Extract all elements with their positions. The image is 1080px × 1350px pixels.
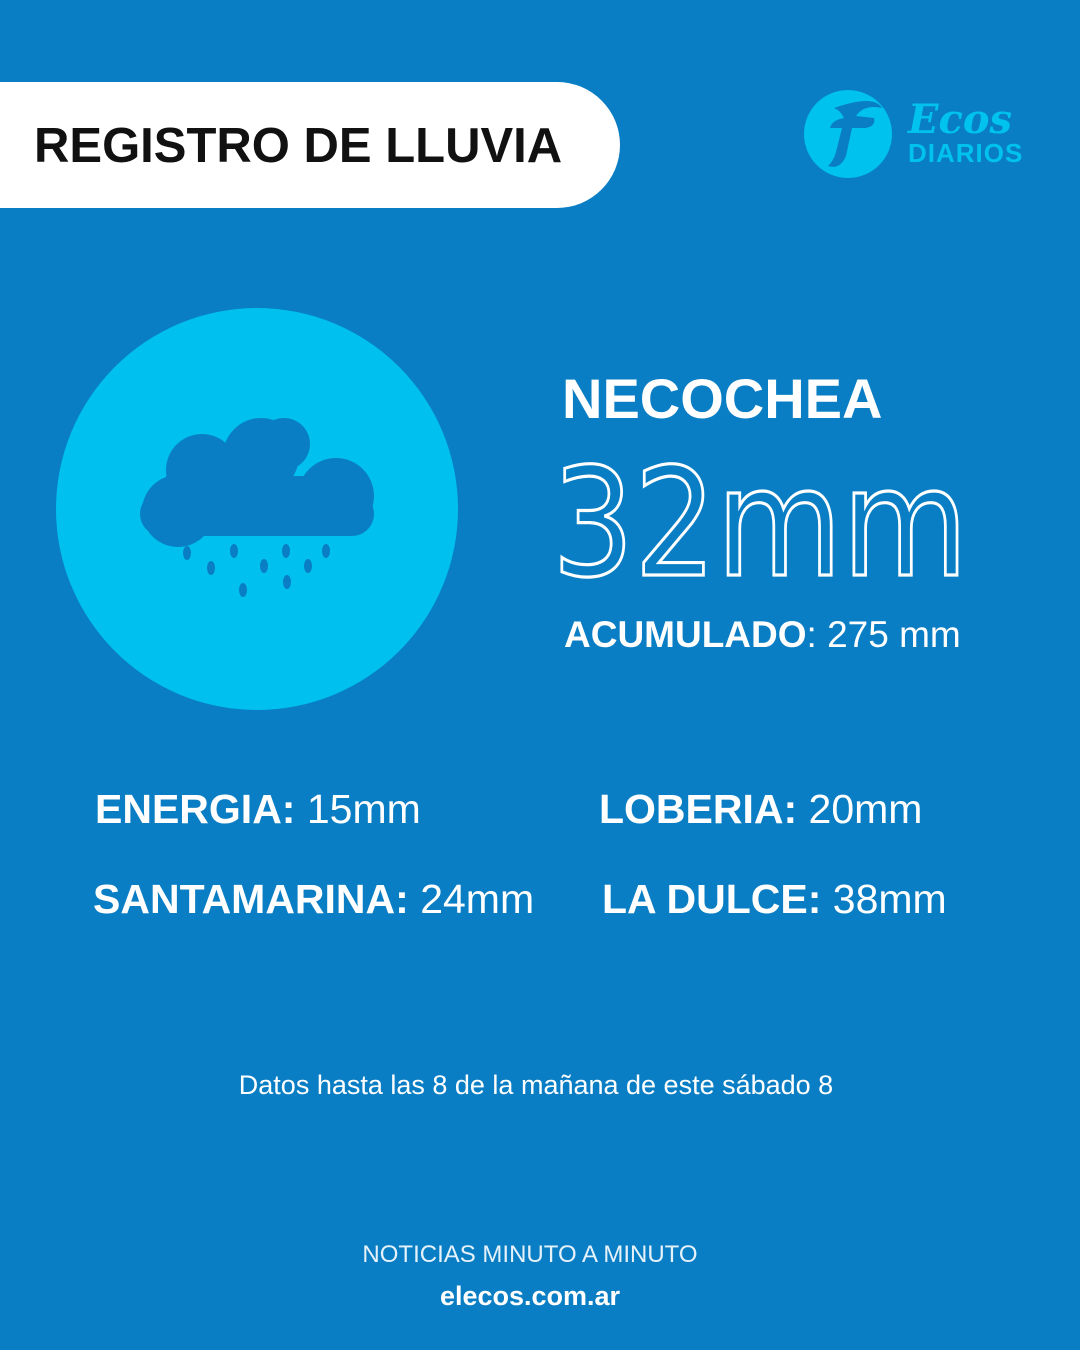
accumulated-label: ACUMULADO — [564, 614, 807, 655]
footer-tagline: NOTICIAS MINUTO A MINUTO — [362, 1241, 698, 1268]
station-energia — [95, 786, 421, 832]
station-name: LA DULCE: — [602, 876, 822, 922]
station-santamarina — [93, 876, 534, 922]
accumulated-rainfall — [564, 614, 961, 656]
station-name: SANTAMARINA: — [93, 876, 409, 922]
main-value-text: 32mm — [552, 437, 968, 611]
data-timestamp-note: Datos hasta las 8 de la mañana de este sábado 8 — [238, 1070, 834, 1100]
rain-cloud-icon — [56, 308, 458, 710]
accumulated-value: : 275 mm — [806, 614, 961, 655]
station-loberia — [599, 786, 922, 832]
station-value: 38mm — [821, 876, 947, 922]
logo-word-top: Ecos — [908, 96, 1013, 143]
station-value: 15mm — [295, 786, 421, 832]
station-la-dulce — [602, 876, 947, 922]
page-title: REGISTRO DE LLUVIA — [34, 119, 563, 173]
logo-word-bottom: DIARIOS — [908, 138, 1024, 168]
station-name: LOBERIA: — [599, 786, 798, 832]
station-name: ENERGIA: — [95, 786, 296, 832]
main-rainfall-value — [548, 437, 978, 611]
station-value: 24mm — [408, 876, 535, 922]
footer-url[interactable]: elecos.com.ar — [439, 1281, 621, 1311]
station-value: 20mm — [797, 786, 923, 832]
city-name: NECOCHEA — [562, 367, 883, 430]
